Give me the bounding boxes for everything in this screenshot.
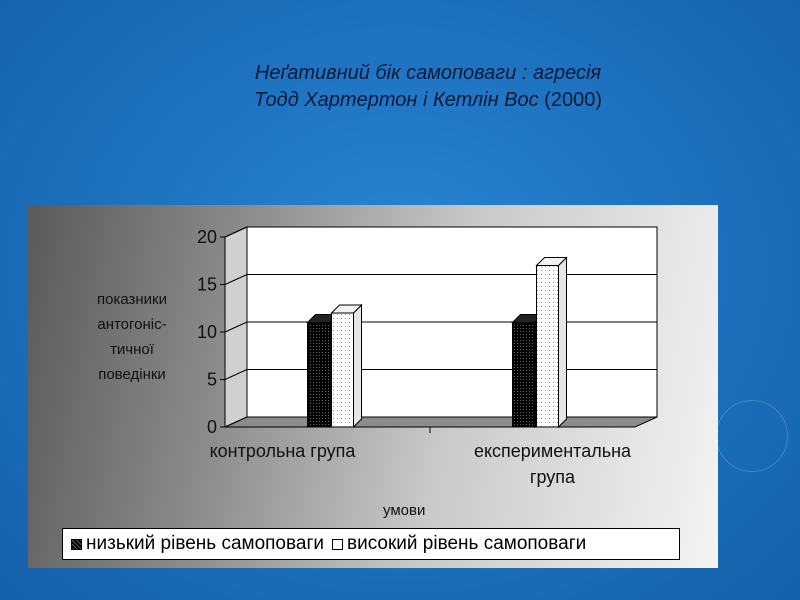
slide-title <box>0 60 800 114</box>
x-tick-label: група <box>529 467 576 487</box>
legend <box>62 528 680 560</box>
chart-area <box>28 205 718 568</box>
y-tick-label: 0 <box>206 417 217 437</box>
y-axis-label <box>92 287 172 387</box>
title-line-1: Неґативний бік самоповаги : агресія <box>254 62 602 84</box>
title-year: (2000) <box>544 89 602 111</box>
y-tick-label: 20 <box>196 227 217 247</box>
y-tick-label: 5 <box>206 369 217 390</box>
y-tick-label: 10 <box>196 322 217 342</box>
x-tick-label: контрольна група <box>209 441 356 461</box>
legend-item-low <box>71 533 324 555</box>
bar-front <box>537 266 559 428</box>
y-axis-label-line: тичної <box>110 341 154 358</box>
bar-front <box>332 313 354 427</box>
bar-front <box>513 323 535 428</box>
y-axis-label-line: поведінки <box>98 366 166 383</box>
x-tick-label: експериментальна <box>473 441 632 461</box>
legend-label-high: високий рівень самоповаги <box>346 533 587 554</box>
bar-side <box>354 305 362 427</box>
y-tick-label: 15 <box>196 274 217 295</box>
x-axis-label: умови <box>383 502 426 519</box>
y-axis-label-line: показники <box>96 291 167 308</box>
legend-swatch-high <box>332 539 343 550</box>
plot-floor <box>225 417 657 427</box>
title-authors: Тодд Хартертон і Кетлін Вос <box>254 89 539 111</box>
bar-side <box>559 258 567 428</box>
bar-front <box>308 323 330 428</box>
title-line-2 <box>0 87 800 114</box>
bar-0-1 <box>332 305 362 427</box>
legend-item-high <box>332 533 586 555</box>
legend-label-low: низький рівень самоповаги <box>86 533 324 554</box>
y-axis-label-line: антогоніс- <box>97 316 167 333</box>
background-ripple <box>716 400 788 472</box>
legend-swatch-low <box>71 539 82 550</box>
bar-1-1 <box>537 258 567 428</box>
